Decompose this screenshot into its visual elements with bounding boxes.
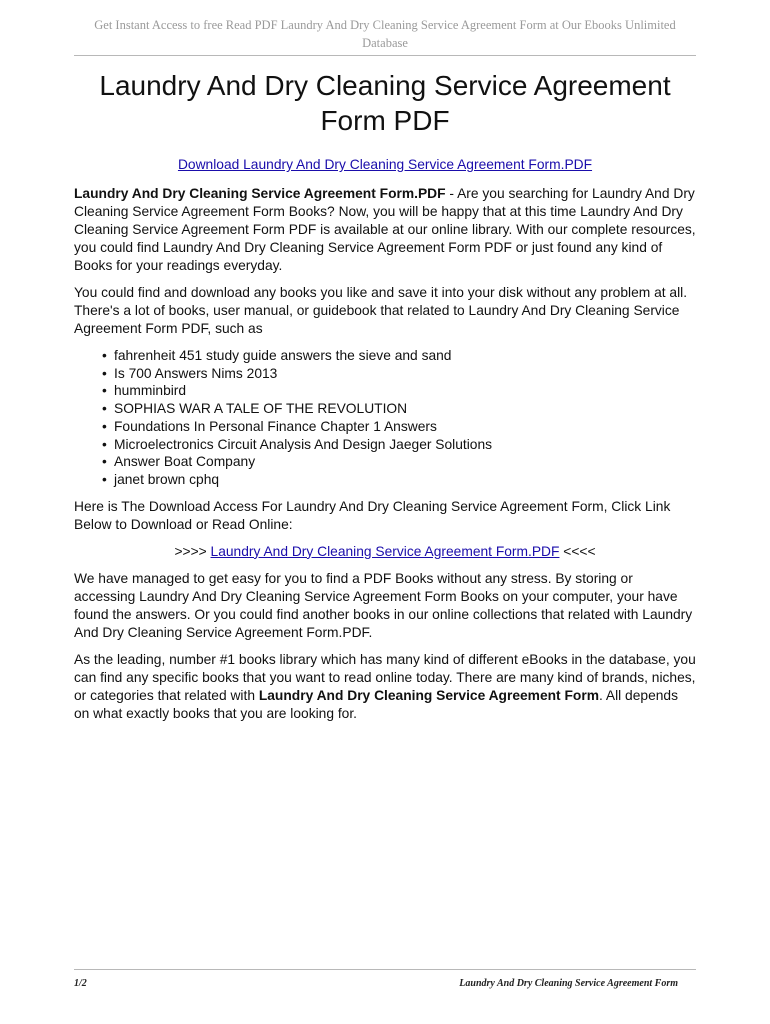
footer-document-title: Laundry And Dry Cleaning Service Agreement Form bbox=[459, 978, 678, 989]
books-paragraph: You could find and download any books you like and save it into your disk without any problem at all. There's a lot of books, user manual, or guidebook that related to Laundry And Dry Cleaning Service Agreement Form PDF, such as bbox=[74, 285, 688, 336]
header-text: Get Instant Access to free Read PDF Laundry And Dry Cleaning Service Agreement Form at Our Ebooks Unlimited Database bbox=[94, 18, 676, 50]
related-books-list bbox=[74, 347, 696, 489]
intro-paragraph bbox=[74, 185, 696, 275]
download-link-row bbox=[74, 156, 696, 174]
header-divider bbox=[74, 55, 696, 56]
list-item: • SOPHIAS WAR A TALE OF THE REVOLUTION bbox=[114, 400, 696, 418]
library-bold-title: Laundry And Dry Cleaning Service Agreement Form bbox=[258, 687, 599, 703]
list-item: • fahrenheit 451 study guide answers the sieve and sand bbox=[114, 347, 696, 365]
library-text-end: . All depends on what exactly books that you are looking for. bbox=[74, 687, 678, 721]
read-online-row bbox=[74, 543, 696, 561]
list-item: • Answer Boat Company bbox=[114, 453, 696, 471]
list-item: • Foundations In Personal Finance Chapter 1 Answers bbox=[114, 418, 696, 436]
page-number: 1/2 bbox=[74, 978, 87, 989]
page-title: Laundry And Dry Cleaning Service Agreement Form PDF bbox=[99, 70, 671, 136]
document-body bbox=[74, 156, 696, 732]
arrows-prefix: >>>> bbox=[174, 543, 211, 559]
download-link[interactable]: Download Laundry And Dry Cleaning Service Agreement Form.PDF bbox=[177, 157, 593, 172]
intro-text: - Are you searching for Laundry And Dry Cleaning Service Agreement Form Books? Now, you will be happy that at this time Laundry And Dry Cleaning Service Agreement Form PDF is available at our online library. With our complete resources, you could find Laundry And Dry Cleaning Service Agreement Form PDF or just found any kind of Books for your readings everyday. bbox=[74, 186, 696, 273]
page-header bbox=[74, 16, 696, 52]
list-item: • janet brown cphq bbox=[114, 471, 696, 489]
intro-bold-title: Laundry And Dry Cleaning Service Agreement Form.PDF bbox=[74, 186, 446, 201]
footer-divider bbox=[74, 969, 696, 970]
list-item: • Is 700 Answers Nims 2013 bbox=[114, 365, 696, 383]
list-item: • Microelectronics Circuit Analysis And Design Jaeger Solutions bbox=[114, 436, 696, 454]
read-online-link[interactable]: Laundry And Dry Cleaning Service Agreement Form.PDF bbox=[210, 543, 560, 559]
page-footer bbox=[74, 978, 678, 989]
arrows-suffix: <<<< bbox=[559, 543, 596, 559]
download-access-paragraph: Here is The Download Access For Laundry And Dry Cleaning Service Agreement Form, Click Link Below to Download or Read Online: bbox=[74, 498, 671, 532]
library-paragraph bbox=[74, 651, 696, 723]
list-item: • humminbird bbox=[114, 382, 696, 400]
library-text-start: As the leading, number #1 books library which has many kind of different eBooks in the database, you can find any specific books that you want to read online today. There are many kind of brands, niches, or categories that related with bbox=[74, 651, 696, 703]
storage-paragraph: We have managed to get easy for you to find a PDF Books without any stress. By storing or accessing Laundry And Dry Cleaning Service Agreement Form Books on your computer, your have found the answers. Or you could find another books in our online collections that related with Laundry And Dry Cleaning Service Agreement Form.PDF. bbox=[74, 570, 693, 640]
